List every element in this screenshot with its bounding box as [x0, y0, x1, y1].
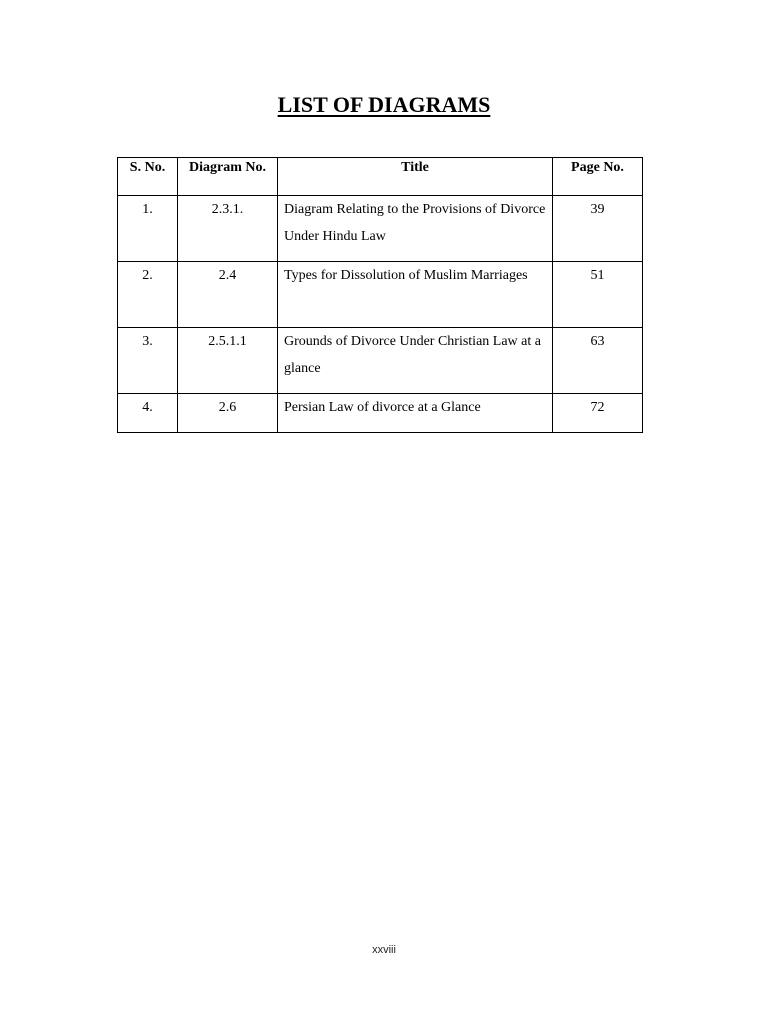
cell-title: Grounds of Divorce Under Christian Law at a glance [278, 328, 553, 394]
cell-sno: 4. [118, 394, 178, 433]
cell-sno: 3. [118, 328, 178, 394]
cell-page-no: 39 [553, 196, 643, 262]
cell-sno: 2. [118, 262, 178, 328]
header-page-no: Page No. [553, 158, 643, 196]
cell-diagram-no: 2.4 [178, 262, 278, 328]
cell-title: Types for Dissolution of Muslim Marriages [278, 262, 553, 328]
header-title: Title [278, 158, 553, 196]
diagram-table [117, 157, 643, 433]
cell-diagram-no: 2.6 [178, 394, 278, 433]
table-header-row [118, 158, 643, 196]
table-row [118, 394, 643, 433]
cell-page-no: 51 [553, 262, 643, 328]
cell-title: Persian Law of divorce at a Glance [278, 394, 553, 433]
cell-diagram-no: 2.5.1.1 [178, 328, 278, 394]
table-row [118, 262, 643, 328]
table-row [118, 328, 643, 394]
cell-title: Diagram Relating to the Provisions of Divorce Under Hindu Law [278, 196, 553, 262]
page-title: LIST OF DIAGRAMS [277, 92, 491, 117]
header-diagram-no: Diagram No. [178, 158, 278, 196]
table-row [118, 196, 643, 262]
page-number: xxviii [372, 944, 396, 956]
cell-diagram-no: 2.3.1. [178, 196, 278, 262]
cell-sno: 1. [118, 196, 178, 262]
header-sno: S. No. [118, 158, 178, 196]
cell-page-no: 72 [553, 394, 643, 433]
cell-page-no: 63 [553, 328, 643, 394]
